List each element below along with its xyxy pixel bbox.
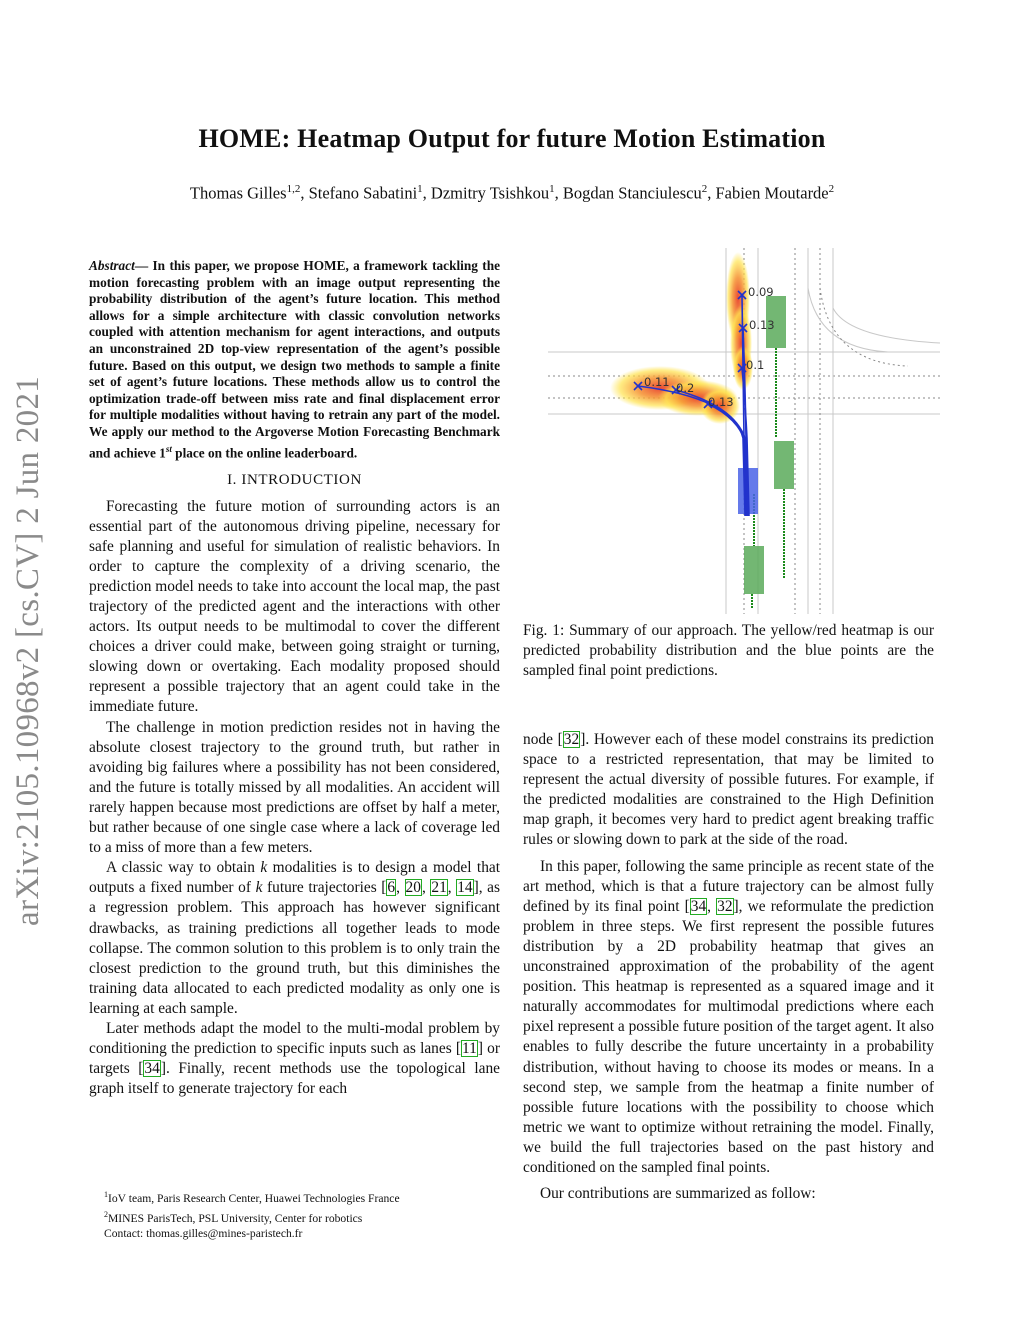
author: Thomas Gilles — [189, 183, 287, 203]
affiliation-mark: 2 — [828, 183, 835, 195]
right-paragraph-1: node [32]. However each of these model constrains its prediction space to a restricted representation, that may be limited to represent the actual diversity of possible futures. For example, if the predicted modalities are constrained to the High Definition map graph, it becomes very hard to predict agent breaking traffic rules or slowing down to park at the side of the road. — [523, 731, 935, 849]
citation-link[interactable]: 34 — [690, 897, 707, 915]
probability-label: 0.09 — [748, 285, 774, 299]
right-column — [523, 730, 934, 1204]
intro-paragraph-3: A classic way to obtain k modalities is to design a model that outputs a fixed number of k future trajectories [6, 20, 21, 14], as a regression problem. This approach has however significant drawbacks, as training predictions all together leads to mode collapse. The common solution to this problem is to only train the closest prediction to the ground truth, but this diminishes the training data allocated to each predicted modality as only one is learning at each sample. — [89, 859, 501, 1017]
other-agent-box — [774, 441, 794, 489]
other-agent-box — [744, 546, 764, 594]
intro-paragraph-4: Later methods adapt the model to the multi-modal problem by conditioning the prediction to specific inputs such as lanes [11] or targets [34]. Finally, recent methods use the topological lane graph itself to generate trajectory for each — [89, 1019, 500, 1098]
citation-link[interactable]: 21 — [431, 879, 447, 897]
affiliation-mark: 1 — [417, 183, 423, 195]
heatmap-figure — [548, 248, 940, 614]
abstract-text: In this paper, we propose HOME, a framework tackling the motion forecasting problem with an image output representing the probability distribution of the agent’s future location. This method allows for a simple architecture with classic convolution networks coupled with attention mechanism for agent interactions, and outputs an unconstrained 2D top-view representation of the agent’s possible future. Based on this output, we design two methods to sample a finite set of agent’s future locations. These methods allow us to control the optimization trade-off between miss rate and final displacement error for multiple modalities without having to retrain any part of the model. We apply our method to the Argoverse Motion Forecasting Benchmark and achieve 1 — [89, 258, 501, 460]
author: Stefano Sabatini — [308, 183, 418, 203]
right-paragraph-3: Our contributions are summarized as follow: — [540, 1185, 816, 1203]
probability-label: 0.11 — [644, 375, 670, 389]
citation-link[interactable]: 32 — [717, 897, 733, 915]
citation-link[interactable]: 34 — [144, 1060, 160, 1078]
intro-paragraph-2: The challenge in motion prediction resides not in having the absolute closest trajectory to the ground truth, but rather in avoiding big failures where a possibility has not been considered, and the future is totally missed by all modalities. An accident will rarely happen because most predictions are offset by half a meter, but rather because of one single case where a lack of coverage led to a miss of more than a few meters. — [89, 718, 500, 857]
author: Dzmitry Tsishkou — [430, 183, 550, 203]
paper-title: HOME: Heatmap Output for future Motion Estimation — [198, 124, 826, 153]
intro-paragraph-1: Forecasting the future motion of surrounding actors is an essential part of the autonomous driving pipeline, necessary for safe planning and useful for simulation of realistic behaviors. In order to capture the complexity of a driving scenario, the prediction model needs to take into account the local map, the past trajectory of the predicted agent and the interactions with other actors. Its output needs to be multimodal to cover the different choices a driver could make, between going straight or turning, slowing down or overtaking. Each modality proposed should represent a possible trajectory that an agent could take in the immediate future. — [89, 497, 500, 716]
citation-link[interactable]: 6 — [387, 879, 396, 897]
author: Bogdan Stanciulescu — [562, 183, 702, 203]
abstract-superscript: st — [165, 443, 172, 454]
citation-link[interactable]: 32 — [563, 731, 580, 748]
section-heading: I. INTRODUCTION — [227, 471, 362, 488]
footnote: $^2$MINES ParisTech, PSL University, Center for robotics — [104, 1209, 363, 1225]
right-paragraph-2: In this paper, following the same principle as recent state of the art method, which is that a future trajectory can be almost fully defined by its final point [34, 32], we reformulate the prediction problem in three steps. We first represent the possible futures distribution by a 2D probability heatmap that gives an unconstrained approximation of the probability of the agent position. This heatmap is represented as a squared image and it naturally accommodates for multimodal predictions where each pixel represent a possible future position of the target agent. It also enables to fully describe the future uncertainty in a probability distribution, without having to choose its modes or means. In a second step, we sample from the heatmap a finite number of possible future locations with the possibility to choose which metric we want to optimize without retraining the model. Finally, we build the full trajectories based on the past history and conditioned on the sampled final points. — [523, 857, 934, 1176]
citation-link[interactable]: 20 — [405, 879, 421, 897]
citation-link[interactable]: 11 — [462, 1040, 477, 1058]
probability-label: 0.2 — [676, 381, 695, 395]
figure-1 — [548, 248, 940, 614]
footnote-contact: Contact: thomas.gilles@mines-paristech.fr — [104, 1227, 303, 1241]
affiliation-mark: 1,2 — [286, 183, 301, 195]
abstract-label: Abstract — [89, 258, 135, 273]
author: Fabien Moutarde — [715, 183, 829, 203]
figure-caption: Fig. 1: Summary of our approach. The yellow/red heatmap is our predicted probability distribution and the blue points are the sampled final point predictions. — [523, 622, 934, 680]
abstract-tail: place on the online leaderboard. — [171, 444, 358, 460]
arxiv-identifier: arXiv:2105.10968v2 [cs.CV] 2 Jun 2021 — [10, 375, 46, 926]
probability-label: 0.13 — [708, 395, 734, 409]
left-column — [89, 258, 500, 1099]
probability-label: 0.1 — [746, 358, 765, 372]
affiliation-mark: 2 — [701, 183, 708, 195]
footnotes — [104, 1187, 400, 1242]
author-list: Thomas Gilles$^{1,2}$, Stefano Sabatini$^1$, Dzmitry Tsishkou$^1$, Bogdan Stanciulescu$^2$, Fabien Moutarde$^2$ — [189, 183, 835, 203]
citation-link[interactable]: 14 — [457, 879, 473, 897]
footnote: $^1$IoV team, Paris Research Center, Huawei Technologies France — [104, 1190, 400, 1205]
probability-label: 0.13 — [749, 318, 775, 332]
affiliation-mark: 1 — [549, 183, 555, 195]
abstract: Abstract— In this paper, we propose HOME, a framework tackling the motion forecasting problem with an image output representing the probability distribution of the agent’s future location. This method allows for a simple architecture with classic convolution networks coupled with attention mechanism for agent interactions, and outputs an unconstrained 2D top-view representation of the agent’s possible future. Based on this output, we design two methods to sample a finite set of agent’s future locations. These methods allow us to control the optimization trade-off between miss rate and final displacement error for multiple modalities without having to retrain any part of the model. We apply our method to the Argoverse Motion Forecasting Benchmark and achieve 1st place on the online leaderboard. — [89, 258, 501, 460]
